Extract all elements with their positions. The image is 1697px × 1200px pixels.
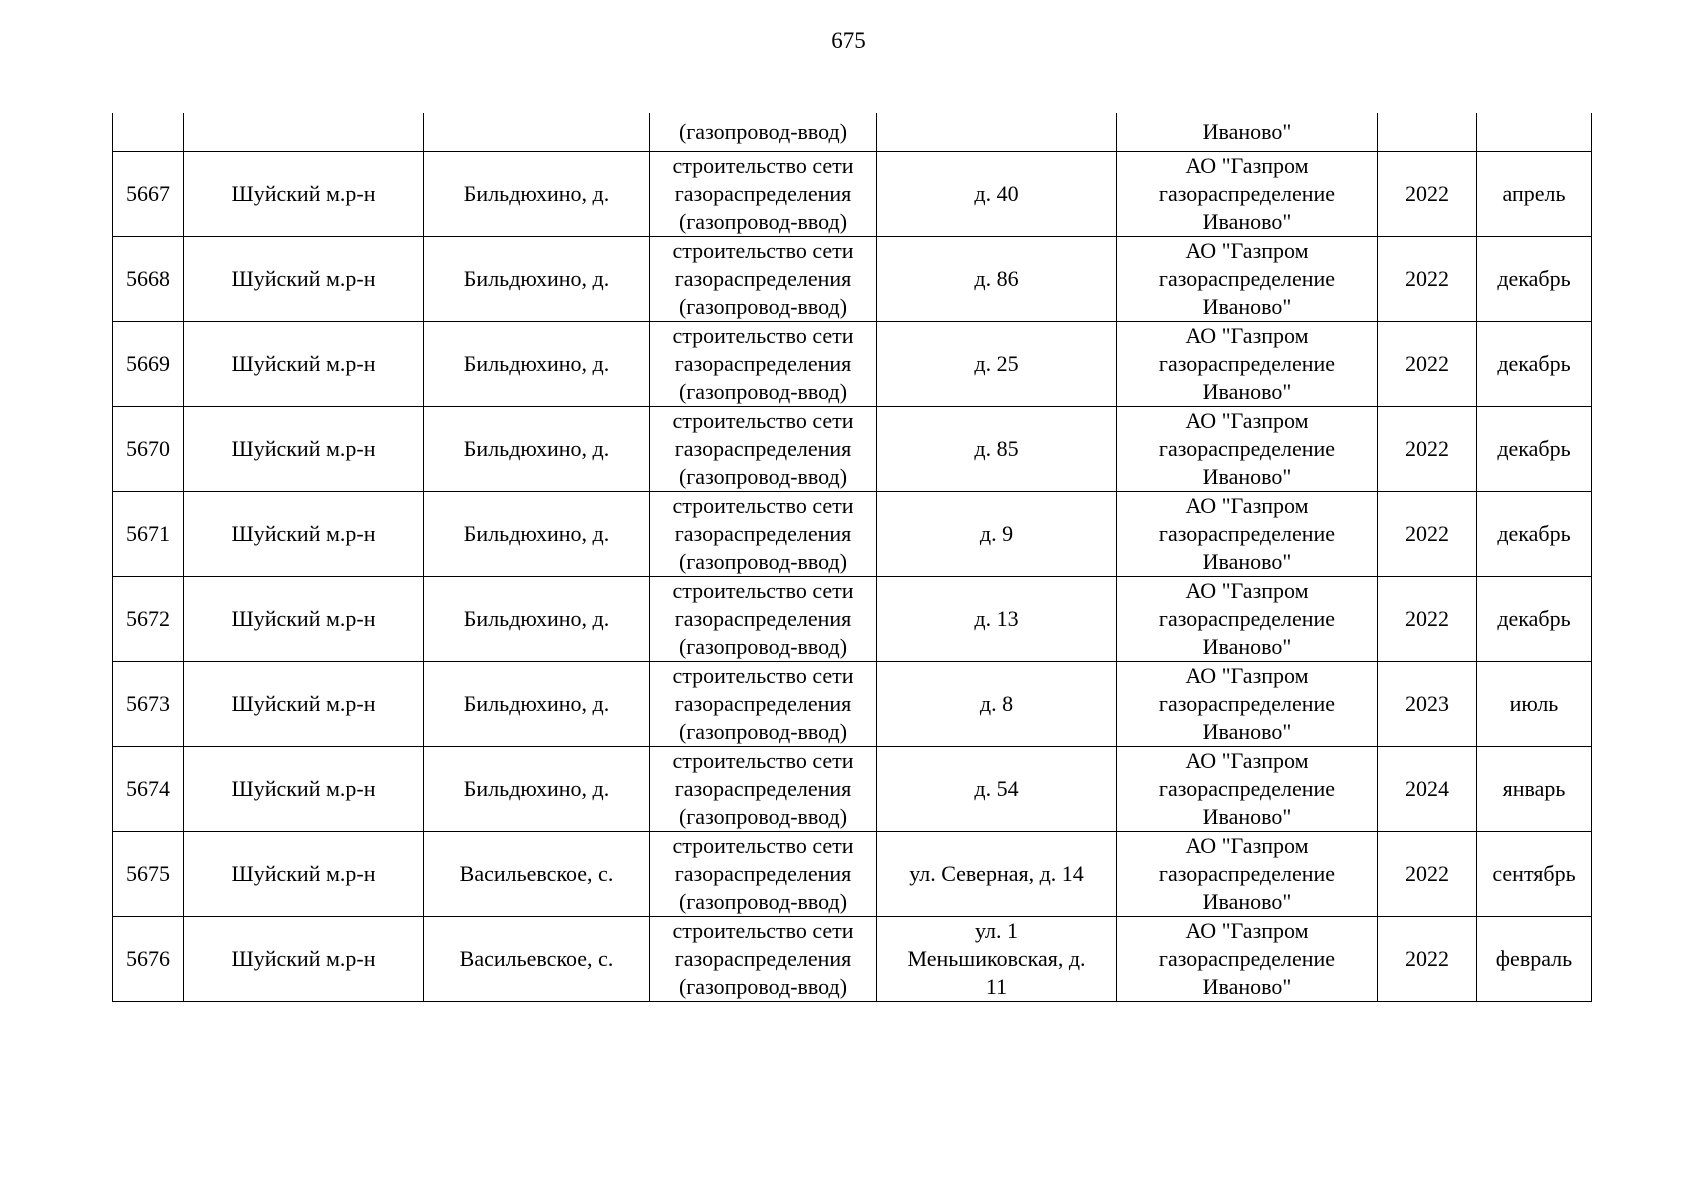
cell-work-type: строительство сети газораспределения (газопровод-ввод) bbox=[650, 492, 877, 577]
cell-address bbox=[877, 113, 1117, 152]
cell-work-type: строительство сети газораспределения (газопровод-ввод) bbox=[650, 747, 877, 832]
cell-address: ул. 1 Меньшиковская, д. 11 bbox=[877, 917, 1117, 1002]
table-row bbox=[113, 407, 1592, 492]
cell-year bbox=[1378, 113, 1477, 152]
cell-district: Шуйский м.р-н bbox=[184, 747, 424, 832]
table-row bbox=[113, 237, 1592, 322]
cell-district: Шуйский м.р-н bbox=[184, 237, 424, 322]
cell-number: 5675 bbox=[113, 832, 184, 917]
cell-address: д. 13 bbox=[877, 577, 1117, 662]
cell-settlement: Бильдюхино, д. bbox=[424, 747, 650, 832]
cell-number: 5667 bbox=[113, 152, 184, 237]
cell-settlement: Бильдюхино, д. bbox=[424, 237, 650, 322]
cell-district: Шуйский м.р-н bbox=[184, 492, 424, 577]
cell-number: 5676 bbox=[113, 917, 184, 1002]
cell-year: 2022 bbox=[1378, 407, 1477, 492]
cell-year: 2022 bbox=[1378, 917, 1477, 1002]
cell-year: 2022 bbox=[1378, 322, 1477, 407]
table-row-continuation bbox=[113, 113, 1592, 152]
cell-district: Шуйский м.р-н bbox=[184, 662, 424, 747]
cell-number: 5669 bbox=[113, 322, 184, 407]
cell-work-type: строительство сети газораспределения (газопровод-ввод) bbox=[650, 662, 877, 747]
cell-month: декабрь bbox=[1477, 492, 1592, 577]
cell-year: 2022 bbox=[1378, 152, 1477, 237]
cell-settlement: Бильдюхино, д. bbox=[424, 322, 650, 407]
cell-organization: АО "Газпром газораспределение Иваново" bbox=[1117, 917, 1378, 1002]
cell-district bbox=[184, 113, 424, 152]
table-body bbox=[113, 113, 1592, 1002]
cell-address: д. 54 bbox=[877, 747, 1117, 832]
table-row bbox=[113, 492, 1592, 577]
cell-settlement: Бильдюхино, д. bbox=[424, 152, 650, 237]
cell-work-type: строительство сети газораспределения (газопровод-ввод) bbox=[650, 152, 877, 237]
cell-month: декабрь bbox=[1477, 577, 1592, 662]
table-row bbox=[113, 917, 1592, 1002]
cell-settlement: Бильдюхино, д. bbox=[424, 407, 650, 492]
cell-organization: АО "Газпром газораспределение Иваново" bbox=[1117, 662, 1378, 747]
cell-work-type: строительство сети газораспределения (газопровод-ввод) bbox=[650, 577, 877, 662]
cell-number: 5672 bbox=[113, 577, 184, 662]
cell-district: Шуйский м.р-н bbox=[184, 152, 424, 237]
cell-address: д. 86 bbox=[877, 237, 1117, 322]
cell-settlement bbox=[424, 113, 650, 152]
cell-number: 5671 bbox=[113, 492, 184, 577]
cell-number: 5673 bbox=[113, 662, 184, 747]
cell-year: 2023 bbox=[1378, 662, 1477, 747]
cell-work-type: строительство сети газораспределения (газопровод-ввод) bbox=[650, 832, 877, 917]
cell-year: 2024 bbox=[1378, 747, 1477, 832]
cell-month bbox=[1477, 113, 1592, 152]
cell-month: декабрь bbox=[1477, 407, 1592, 492]
cell-organization: АО "Газпром газораспределение Иваново" bbox=[1117, 747, 1378, 832]
cell-organization: Иваново" bbox=[1117, 113, 1378, 152]
cell-month: июль bbox=[1477, 662, 1592, 747]
cell-organization: АО "Газпром газораспределение Иваново" bbox=[1117, 492, 1378, 577]
cell-address: ул. Северная, д. 14 bbox=[877, 832, 1117, 917]
cell-month: сентябрь bbox=[1477, 832, 1592, 917]
cell-month: апрель bbox=[1477, 152, 1592, 237]
cell-work-type: (газопровод-ввод) bbox=[650, 113, 877, 152]
page-number: 675 bbox=[831, 28, 866, 53]
cell-organization: АО "Газпром газораспределение Иваново" bbox=[1117, 832, 1378, 917]
table-row bbox=[113, 662, 1592, 747]
gasification-table bbox=[112, 113, 1592, 1002]
cell-address: д. 9 bbox=[877, 492, 1117, 577]
cell-address: д. 8 bbox=[877, 662, 1117, 747]
cell-settlement: Бильдюхино, д. bbox=[424, 577, 650, 662]
cell-district: Шуйский м.р-н bbox=[184, 407, 424, 492]
table-row bbox=[113, 577, 1592, 662]
cell-number: 5668 bbox=[113, 237, 184, 322]
cell-year: 2022 bbox=[1378, 492, 1477, 577]
cell-number: 5674 bbox=[113, 747, 184, 832]
cell-address: д. 25 bbox=[877, 322, 1117, 407]
cell-organization: АО "Газпром газораспределение Иваново" bbox=[1117, 237, 1378, 322]
cell-address: д. 85 bbox=[877, 407, 1117, 492]
cell-settlement: Васильевское, с. bbox=[424, 917, 650, 1002]
cell-number: 5670 bbox=[113, 407, 184, 492]
cell-district: Шуйский м.р-н bbox=[184, 577, 424, 662]
table-row bbox=[113, 747, 1592, 832]
cell-organization: АО "Газпром газораспределение Иваново" bbox=[1117, 407, 1378, 492]
cell-address: д. 40 bbox=[877, 152, 1117, 237]
cell-month: январь bbox=[1477, 747, 1592, 832]
cell-year: 2022 bbox=[1378, 577, 1477, 662]
cell-settlement: Бильдюхино, д. bbox=[424, 492, 650, 577]
table-row bbox=[113, 322, 1592, 407]
cell-work-type: строительство сети газораспределения (газопровод-ввод) bbox=[650, 237, 877, 322]
cell-organization: АО "Газпром газораспределение Иваново" bbox=[1117, 322, 1378, 407]
cell-settlement: Васильевское, с. bbox=[424, 832, 650, 917]
cell-work-type: строительство сети газораспределения (газопровод-ввод) bbox=[650, 917, 877, 1002]
cell-work-type: строительство сети газораспределения (газопровод-ввод) bbox=[650, 322, 877, 407]
cell-organization: АО "Газпром газораспределение Иваново" bbox=[1117, 152, 1378, 237]
table-row bbox=[113, 832, 1592, 917]
cell-settlement: Бильдюхино, д. bbox=[424, 662, 650, 747]
table-row bbox=[113, 152, 1592, 237]
cell-number bbox=[113, 113, 184, 152]
cell-district: Шуйский м.р-н bbox=[184, 322, 424, 407]
cell-work-type: строительство сети газораспределения (газопровод-ввод) bbox=[650, 407, 877, 492]
cell-month: декабрь bbox=[1477, 322, 1592, 407]
cell-month: декабрь bbox=[1477, 237, 1592, 322]
cell-month: февраль bbox=[1477, 917, 1592, 1002]
cell-district: Шуйский м.р-н bbox=[184, 917, 424, 1002]
cell-organization: АО "Газпром газораспределение Иваново" bbox=[1117, 577, 1378, 662]
cell-year: 2022 bbox=[1378, 237, 1477, 322]
cell-year: 2022 bbox=[1378, 832, 1477, 917]
cell-district: Шуйский м.р-н bbox=[184, 832, 424, 917]
